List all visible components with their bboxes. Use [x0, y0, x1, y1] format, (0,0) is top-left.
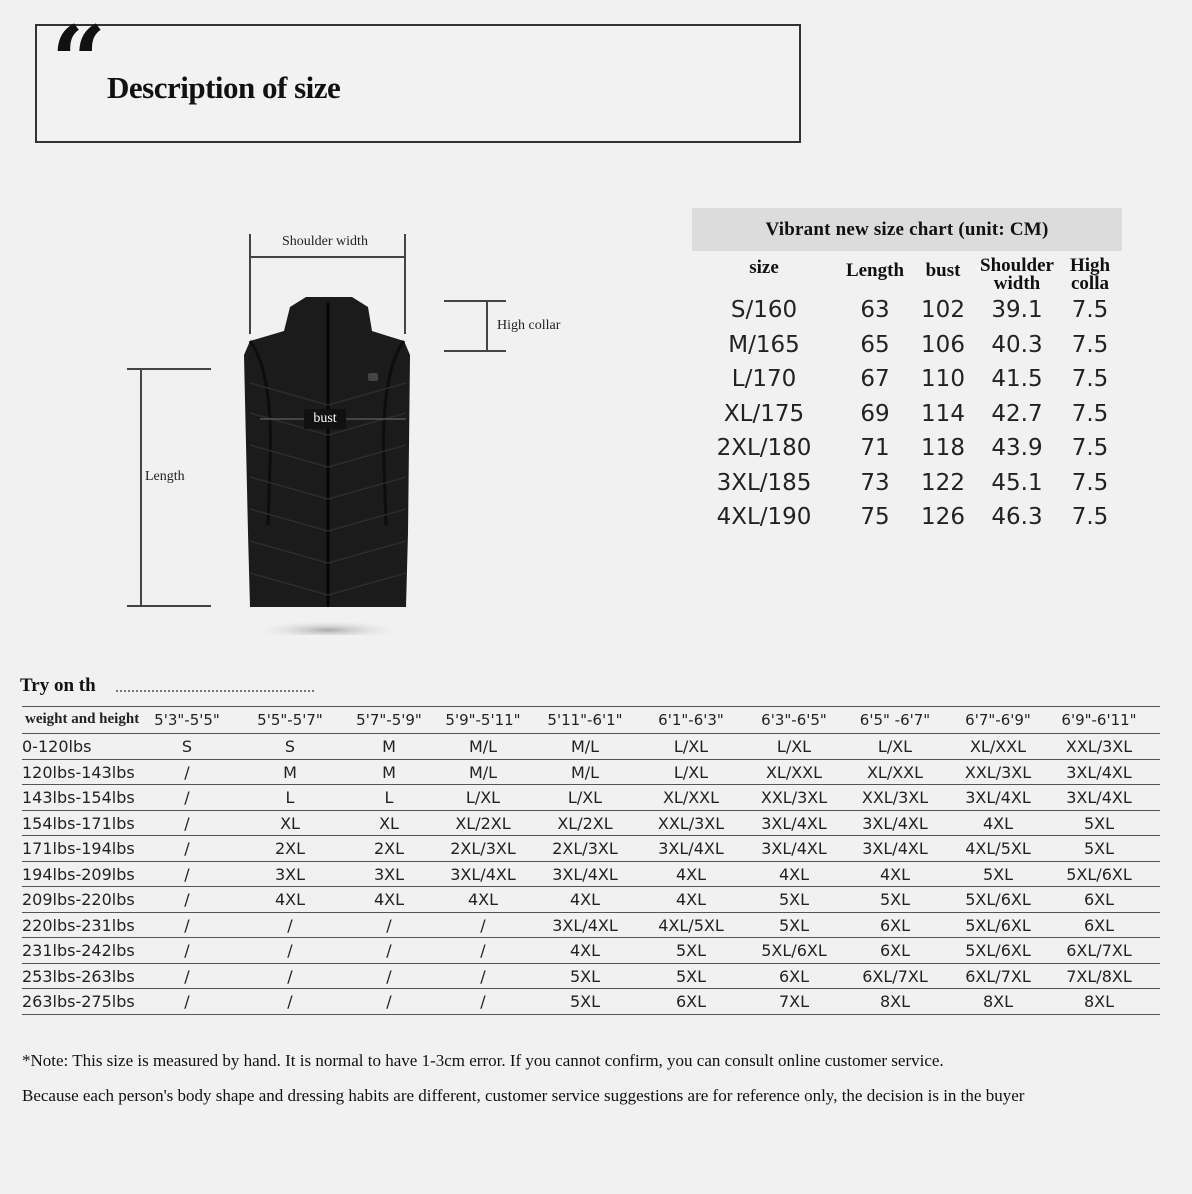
- recommended-size-cell: 5XL/6XL: [1066, 864, 1132, 884]
- recommended-size-cell: 8XL: [1083, 992, 1115, 1011]
- recommended-size-cell: 4XL: [373, 890, 405, 909]
- recommended-size-cell: /: [184, 762, 190, 782]
- recommendation-row: [22, 785, 1160, 811]
- recommended-size-cell: 6XL: [879, 915, 911, 935]
- cell-shoulder: 45.1: [991, 469, 1043, 496]
- weight-label: 231lbs-242lbs: [22, 941, 135, 960]
- recommended-size-cell: M/L: [468, 762, 498, 782]
- recommended-size-cell: /: [184, 890, 190, 909]
- cell-collar: 7.5: [1071, 469, 1109, 496]
- recommended-size-cell: /: [184, 813, 190, 833]
- recommended-size-cell: 6XL: [879, 941, 911, 960]
- recommended-size-cell: L/XL: [673, 762, 709, 782]
- recommended-size-cell: S: [284, 737, 296, 756]
- recommended-size-cell: L: [384, 788, 394, 807]
- recommended-size-cell: 4XL/5XL: [965, 839, 1031, 858]
- cell-bust: 106: [921, 331, 965, 358]
- page-title: Description of size: [107, 70, 341, 105]
- size-chart-row: [692, 399, 1122, 434]
- cell-length: 67: [860, 366, 890, 392]
- recommended-size-cell: 6XL/7XL: [965, 966, 1031, 986]
- collar-dimension-bottom: [444, 350, 506, 352]
- length-label: Length: [145, 469, 185, 484]
- recommended-size-cell: 3XL/4XL: [1066, 788, 1132, 807]
- recommended-size-cell: L/XL: [465, 788, 501, 807]
- shoulder-width-label: Shoulder width: [282, 234, 368, 249]
- height-header: 5'5"-5'7": [257, 711, 323, 729]
- header-shoulder-line2: width: [993, 273, 1041, 294]
- recommendation-row: [22, 887, 1160, 913]
- weight-label: 154lbs-171lbs: [22, 813, 135, 833]
- recommended-size-cell: 3XL: [274, 864, 306, 884]
- recommended-size-cell: /: [480, 992, 486, 1011]
- recommended-size-cell: 5XL: [569, 966, 601, 986]
- try-on-label: Try on th: [20, 675, 96, 696]
- recommendation-row: [22, 938, 1160, 964]
- shoulder-dimension-line: [249, 256, 406, 258]
- recommended-size-cell: 3XL/4XL: [761, 839, 827, 858]
- recommended-size-cell: /: [287, 966, 293, 986]
- recommended-size-cell: 5XL: [1083, 813, 1115, 833]
- recommended-size-cell: 4XL: [982, 813, 1014, 833]
- recommendation-row: [22, 989, 1160, 1015]
- recommended-size-cell: /: [184, 864, 190, 884]
- cell-size: S/160: [730, 297, 798, 323]
- recommended-size-cell: 6XL/7XL: [1066, 941, 1132, 960]
- recommended-size-cell: 5XL/6XL: [965, 890, 1031, 909]
- vest-diagram: [0, 160, 660, 680]
- recommended-size-cell: /: [287, 992, 293, 1011]
- cell-length: 73: [860, 469, 890, 496]
- cell-size: 2XL/180: [716, 435, 812, 461]
- recommended-size-cell: XL: [280, 813, 300, 833]
- recommended-size-cell: XL/2XL: [557, 813, 613, 833]
- height-header: 5'11"-6'1": [547, 711, 623, 729]
- weight-label: 253lbs-263lbs: [22, 966, 135, 986]
- recommended-size-cell: /: [386, 941, 392, 960]
- weight-label: 120lbs-143lbs: [22, 762, 135, 782]
- recommended-size-cell: 4XL: [274, 890, 306, 909]
- cell-length: 63: [860, 297, 890, 323]
- size-chart-title: Vibrant new size chart (unit: CM): [692, 208, 1122, 251]
- cell-bust: 110: [921, 366, 965, 392]
- recommended-size-cell: 8XL: [982, 992, 1014, 1011]
- recommended-size-cell: 3XL/4XL: [761, 813, 827, 833]
- recommended-size-cell: 4XL: [778, 864, 810, 884]
- height-header: 6'7"-6'9": [965, 711, 1031, 729]
- recommended-size-cell: S: [181, 737, 193, 756]
- cell-bust: 102: [921, 297, 965, 323]
- recommended-size-cell: 3XL/4XL: [862, 839, 928, 858]
- recommended-size-cell: 6XL: [778, 966, 810, 986]
- recommended-size-cell: XXL/3XL: [760, 788, 828, 807]
- recommendation-table: [22, 706, 1160, 1015]
- recommended-size-cell: 3XL: [373, 864, 405, 884]
- weight-label: 220lbs-231lbs: [22, 915, 135, 935]
- high-collar-label: High collar: [497, 318, 561, 333]
- weight-label: 209lbs-220lbs: [22, 890, 135, 909]
- recommended-size-cell: /: [287, 941, 293, 960]
- cell-bust: 118: [921, 435, 965, 461]
- recommended-size-cell: 4XL: [879, 864, 911, 884]
- recommended-size-cell: 5XL: [675, 941, 707, 960]
- recommended-size-cell: XXL/3XL: [1065, 737, 1133, 756]
- cell-shoulder: 46.3: [991, 504, 1043, 530]
- cell-size: M/165: [728, 331, 800, 358]
- weight-label: 143lbs-154lbs: [22, 788, 135, 807]
- recommended-size-cell: XL/XXL: [765, 762, 823, 782]
- recommendation-row: [22, 811, 1160, 837]
- cell-collar: 7.5: [1071, 297, 1109, 323]
- cell-collar: 7.5: [1071, 400, 1109, 427]
- recommendation-row: [22, 964, 1160, 990]
- bust-label: bust: [304, 409, 346, 429]
- recommended-size-cell: M: [283, 762, 297, 782]
- cell-collar: 7.5: [1071, 435, 1109, 461]
- recommendation-header-row: [22, 706, 1160, 734]
- recommended-size-cell: 3XL/4XL: [862, 813, 928, 833]
- recommended-size-cell: M/L: [468, 737, 498, 756]
- faded-text-remnant: [116, 690, 314, 694]
- recommended-size-cell: XXL/3XL: [861, 788, 929, 807]
- vest-illustration: [220, 295, 420, 635]
- header-shoulder-width: [976, 257, 1058, 293]
- recommended-size-cell: /: [184, 915, 190, 935]
- collar-dimension-top: [444, 300, 506, 302]
- recommendation-row: [22, 836, 1160, 862]
- recommended-size-cell: 5XL: [982, 864, 1014, 884]
- corner-label: weight and height: [25, 711, 140, 727]
- header-bust: bust: [925, 260, 961, 281]
- recommended-size-cell: L: [285, 788, 295, 807]
- cell-size: XL/175: [723, 400, 805, 427]
- height-header: 5'9"-5'11": [445, 711, 521, 729]
- recommended-size-cell: L/XL: [776, 737, 812, 756]
- size-chart-row: [692, 364, 1122, 399]
- recommendation-row: [22, 862, 1160, 888]
- header-length: Length: [845, 260, 905, 281]
- height-header: 6'1"-6'3": [658, 711, 724, 729]
- recommended-size-cell: L/XL: [877, 737, 913, 756]
- recommended-size-cell: 6XL: [1083, 890, 1115, 909]
- recommended-size-cell: /: [386, 992, 392, 1011]
- recommended-size-cell: 5XL: [879, 890, 911, 909]
- size-chart-row: [692, 330, 1122, 365]
- recommended-size-cell: 5XL: [778, 915, 810, 935]
- recommended-size-cell: M: [382, 737, 396, 756]
- recommended-size-cell: XL/XXL: [969, 737, 1027, 756]
- recommended-size-cell: 6XL: [675, 992, 707, 1011]
- cell-collar: 7.5: [1071, 366, 1109, 392]
- weight-label: 194lbs-209lbs: [22, 864, 135, 884]
- recommended-size-cell: 5XL/6XL: [965, 915, 1031, 935]
- recommended-size-cell: 3XL/4XL: [658, 839, 724, 858]
- recommended-size-cell: 5XL/6XL: [965, 941, 1031, 960]
- header-collar-line1: High: [1069, 255, 1111, 276]
- recommended-size-cell: /: [184, 788, 190, 807]
- cell-length: 69: [860, 400, 890, 427]
- recommended-size-cell: /: [480, 915, 486, 935]
- cell-collar: 7.5: [1071, 504, 1109, 530]
- recommended-size-cell: /: [386, 915, 392, 935]
- cell-collar: 7.5: [1071, 331, 1109, 358]
- length-dimension-line: [140, 368, 142, 607]
- recommended-size-cell: XXL/3XL: [964, 762, 1032, 782]
- recommended-size-cell: XL/XXL: [662, 788, 720, 807]
- recommended-size-cell: /: [184, 941, 190, 960]
- cell-length: 71: [860, 435, 890, 461]
- height-header: 5'3"-5'5": [154, 711, 220, 729]
- cell-length: 75: [860, 504, 890, 530]
- recommended-size-cell: XL: [379, 813, 399, 833]
- note-line-1: *Note: This size is measured by hand. It is normal to have 1-3cm error. If you cannot confirm, you can consult online customer service.: [22, 1051, 944, 1070]
- recommendation-row: [22, 913, 1160, 939]
- recommended-size-cell: /: [386, 966, 392, 986]
- recommended-size-cell: 4XL: [569, 890, 601, 909]
- recommended-size-cell: 2XL: [274, 839, 306, 858]
- size-chart-row: [692, 295, 1122, 330]
- size-chart-row: [692, 502, 1122, 537]
- recommended-size-cell: 4XL/5XL: [658, 915, 724, 935]
- size-chart-row: [692, 433, 1122, 468]
- recommended-size-cell: 3XL/4XL: [552, 864, 618, 884]
- recommended-size-cell: 2XL: [373, 839, 405, 858]
- height-header: 6'3"-6'5": [761, 711, 827, 729]
- recommended-size-cell: 4XL: [467, 890, 499, 909]
- recommended-size-cell: 3XL/4XL: [450, 864, 516, 884]
- height-header: 6'9"-6'11": [1061, 711, 1137, 729]
- recommended-size-cell: 3XL/4XL: [1066, 762, 1132, 782]
- recommended-size-cell: /: [287, 915, 293, 935]
- cell-length: 65: [860, 331, 890, 358]
- height-header: 5'7"-5'9": [356, 711, 422, 729]
- header-box: [35, 5, 801, 143]
- cell-shoulder: 39.1: [991, 297, 1043, 323]
- recommended-size-cell: 6XL: [1083, 915, 1115, 935]
- recommended-size-cell: 3XL/4XL: [552, 915, 618, 935]
- size-chart-row: [692, 468, 1122, 503]
- cell-shoulder: 41.5: [991, 366, 1043, 392]
- cell-shoulder: 42.7: [991, 400, 1043, 427]
- recommended-size-cell: 6XL/7XL: [862, 966, 928, 986]
- weight-label: 171lbs-194lbs: [22, 839, 135, 858]
- recommended-size-cell: L/XL: [673, 737, 709, 756]
- recommended-size-cell: 2XL/3XL: [450, 839, 516, 858]
- recommended-size-cell: 5XL: [675, 966, 707, 986]
- header-size: size: [749, 257, 779, 278]
- recommended-size-cell: /: [184, 839, 190, 858]
- recommended-size-cell: 4XL: [569, 941, 601, 960]
- header-shoulder-line1: Shoulder: [980, 255, 1054, 276]
- cell-size: L/170: [731, 366, 797, 392]
- cell-bust: 126: [921, 504, 965, 530]
- recommended-size-cell: 8XL: [879, 992, 911, 1011]
- recommended-size-cell: M/L: [570, 737, 600, 756]
- recommended-size-cell: XXL/3XL: [657, 813, 725, 833]
- recommendation-row: [22, 760, 1160, 786]
- recommended-size-cell: L/XL: [567, 788, 603, 807]
- recommended-size-cell: 7XL/8XL: [1066, 966, 1132, 986]
- size-chart: [692, 208, 1122, 537]
- cell-shoulder: 40.3: [991, 331, 1043, 358]
- recommended-size-cell: 2XL/3XL: [552, 839, 618, 858]
- recommended-size-cell: XL/2XL: [455, 813, 511, 833]
- cell-bust: 122: [921, 469, 965, 496]
- recommended-size-cell: 5XL/6XL: [761, 941, 827, 960]
- recommended-size-cell: M: [382, 762, 396, 782]
- header-collar-line2: colla: [1071, 273, 1109, 294]
- recommended-size-cell: 5XL: [1083, 839, 1115, 858]
- recommended-size-cell: M/L: [570, 762, 600, 782]
- quote-icon: “: [51, 5, 107, 118]
- weight-label: 263lbs-275lbs: [22, 992, 135, 1011]
- size-chart-header-row: [692, 251, 1122, 295]
- height-header: 6'5" -6'7": [859, 711, 931, 729]
- recommendation-row: [22, 734, 1160, 760]
- recommended-size-cell: 3XL/4XL: [965, 788, 1031, 807]
- cell-size: 4XL/190: [716, 504, 812, 530]
- weight-label: 0-120lbs: [22, 737, 92, 756]
- recommended-size-cell: 5XL: [569, 992, 601, 1011]
- recommended-size-cell: 7XL: [778, 992, 810, 1011]
- cell-bust: 114: [921, 400, 965, 427]
- recommended-size-cell: /: [184, 966, 190, 986]
- recommended-size-cell: 4XL: [675, 864, 707, 884]
- cell-size: 3XL/185: [716, 469, 812, 496]
- recommended-size-cell: XL/XXL: [866, 762, 924, 782]
- header-high-collar: [1058, 257, 1122, 293]
- cell-shoulder: 43.9: [991, 435, 1043, 461]
- recommended-size-cell: /: [184, 992, 190, 1011]
- collar-dimension-line: [486, 300, 488, 352]
- recommended-size-cell: 5XL: [778, 890, 810, 909]
- recommended-size-cell: /: [480, 941, 486, 960]
- recommended-size-cell: /: [480, 966, 486, 986]
- size-chart-grid: [692, 251, 1122, 537]
- note-line-2: Because each person's body shape and dressing habits are different, customer service suggestions are for reference only, the decision is in the buyer: [22, 1086, 1025, 1105]
- recommended-size-cell: 4XL: [675, 890, 707, 909]
